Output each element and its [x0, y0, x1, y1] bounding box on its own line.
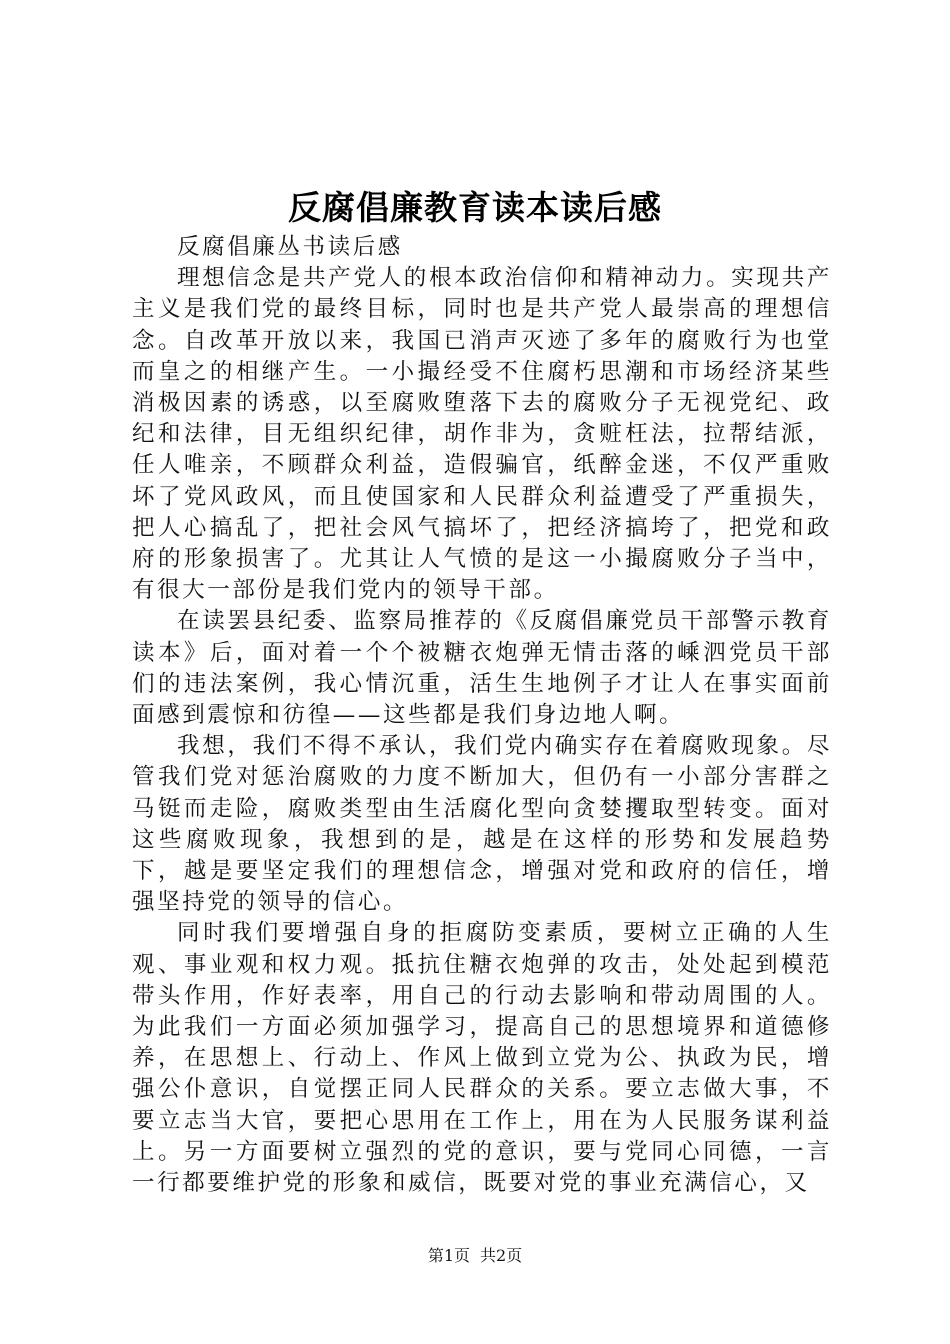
document-title: 反腐倡廉教育读本读后感	[288, 188, 662, 227]
body-paragraph-3: 我想，我们不得不承认，我们党内确实存在着腐败现象。尽管我们党对惩治腐败的力度不断加大，但仍有一小部分害群之马铤而走险，腐败类型由生活腐化型向贪婪攫取型转变。面对这些腐败现象，我想到的是，越是在这样的形势和发展趋势下，越是要坚定我们的理想信念，增强对党和政府的信任，增强坚持党的领导的信心。	[132, 733, 832, 916]
body-paragraph-2: 在读罢县纪委、监察局推荐的《反腐倡廉党员干部警示教育读本》后，面对着一个个被糖衣炮弹无情击落的嵊泗党员干部们的违法案例，我心情沉重，活生生地例子才让人在事实面前面感到震惊和彷徨——这些都是我们身边地人啊。	[132, 608, 832, 729]
document-body	[132, 232, 832, 1199]
page-footer	[0, 1245, 950, 1267]
page-number-total: 共2页	[480, 1246, 523, 1265]
body-paragraph-4: 同时我们要增强自身的拒腐防变素质，要树立正确的人生观、事业观和权力观。抵抗住糖衣炮弹的攻击，处处起到模范带头作用，作好表率，用自己的行动去影响和带动周围的人。为此我们一方面必须加强学习，提高自己的思想境界和道德修养，在思想上、行动上、作风上做到立党为公、执政为民，增强公仆意识，自觉摆正同人民群众的关系。要立志做大事，不要立志当大官，要把心思用在工作上，用在为人民服务谋利益上。另一方面要树立强烈的党的意识，要与党同心同德，一言一行都要维护党的形象和威信，既要对党的事业充满信心，又	[132, 920, 832, 1197]
subtitle-paragraph: 反腐倡廉丛书读后感	[177, 234, 403, 260]
page-number-current: 第1页	[427, 1246, 470, 1265]
body-paragraph-1: 理想信念是共产党人的根本政治信仰和精神动力。实现共产主义是我们党的最终目标，同时也是共产党人最崇高的理想信念。自改革开放以来，我国已消声灭迹了多年的腐败行为也堂而皇之的相继产生。一小撮经受不住腐朽思潮和市场经济某些消极因素的诱惑，以至腐败堕落下去的腐败分子无视党纪、政纪和法律，目无组织纪律，胡作非为，贪赃枉法，拉帮结派，任人唯亲，不顾群众利益，造假骗官，纸醉金迷，不仅严重败坏了党风政风，而且使国家和人民群众利益遭受了严重损失，把人心搞乱了，把社会风气搞坏了，把经济搞垮了，把党和政府的形象损害了。尤其让人气愤的是这一小撮腐败分子当中，有很大一部份是我们党内的领导干部。	[132, 265, 832, 604]
